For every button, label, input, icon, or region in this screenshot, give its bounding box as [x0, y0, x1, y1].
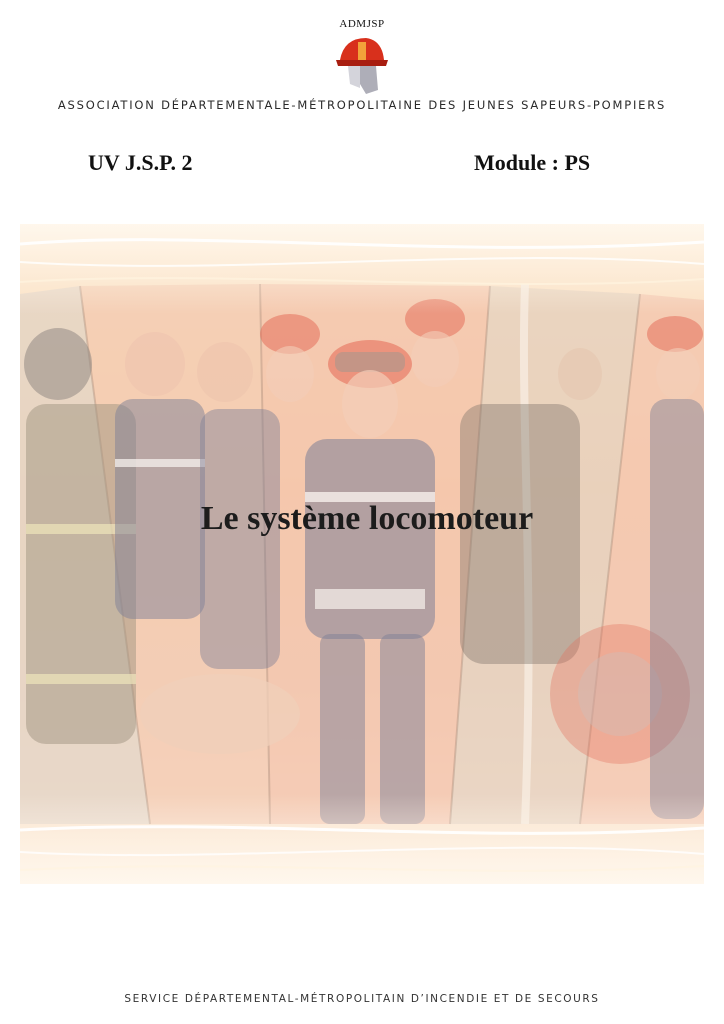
service-name: SERVICE DÉPARTEMENTAL-MÉTROPOLITAIN D’INCENDIE ET DE SECOURS	[124, 993, 600, 1005]
logo-text: ADMJSP	[339, 18, 385, 30]
association-name: ASSOCIATION DÉPARTEMENTALE-MÉTROPOLITAINE DES JEUNES SAPEURS-POMPIERS	[57, 98, 667, 112]
firefighter-cadets-photo-collage	[20, 224, 704, 884]
uv-label: UV J.S.P. 2	[88, 150, 193, 175]
module-label: Module : PS	[474, 150, 591, 175]
admjsp-logo	[322, 18, 402, 98]
helmet-icon	[330, 30, 394, 96]
cover-photo-collage	[20, 224, 704, 884]
cover-title: Le système locomoteur	[200, 500, 534, 537]
